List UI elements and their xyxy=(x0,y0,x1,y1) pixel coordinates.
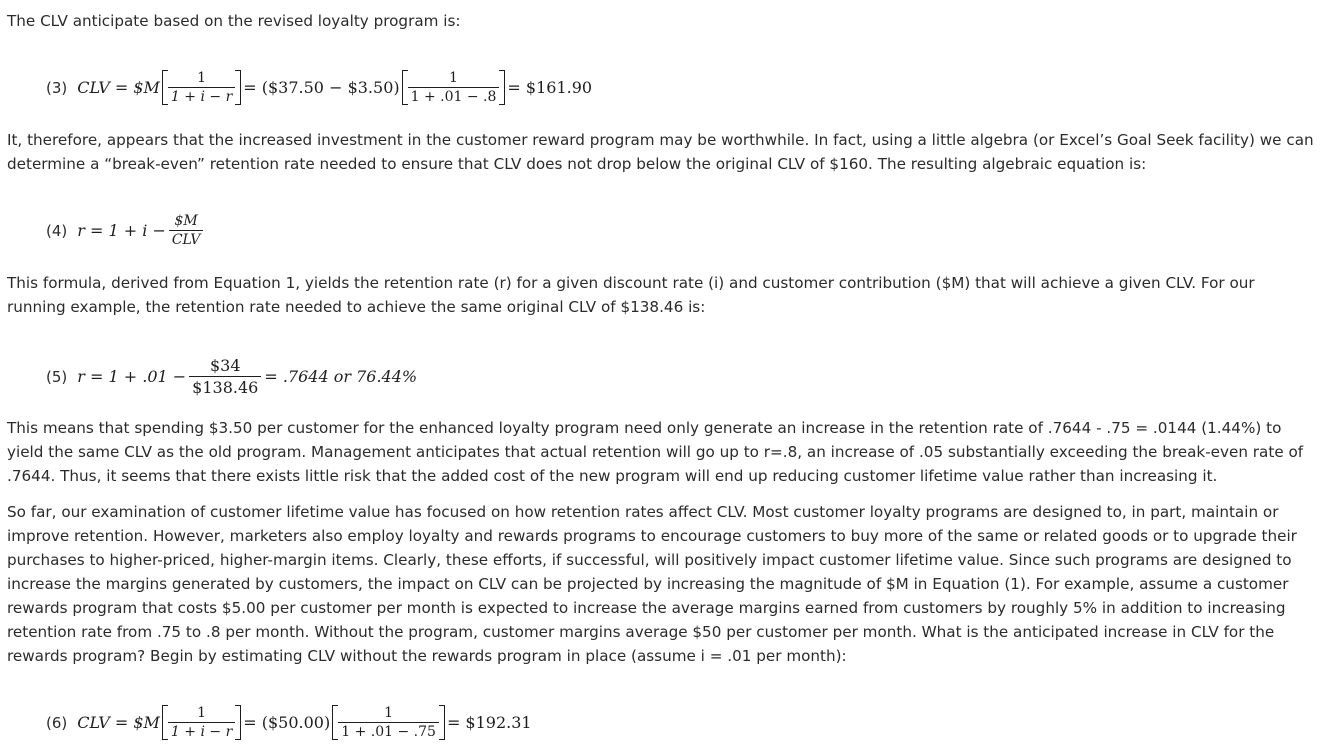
fraction-denominator: 1 + .01 − .8 xyxy=(408,87,500,105)
formula-paragraph: This formula, derived from Equation 1, yields the retention rate (r) for a given discount rate (i) and customer contribution ($M) that will achieve a given CLV. For our running example, the retention rate needed to achieve the same original CLV of $138.46 is: xyxy=(7,274,1255,316)
equation-5 xyxy=(46,356,417,397)
fraction-denominator: 1 + .01 − .75 xyxy=(338,722,439,740)
equation-middle: = ($37.50 − $3.50) xyxy=(243,78,400,97)
fraction-numerator: $M xyxy=(174,213,198,229)
fraction-denominator: 1 + i − r xyxy=(168,722,235,740)
fraction-denominator: CLV xyxy=(169,230,203,248)
fraction-numerator: 1 xyxy=(449,70,458,86)
equation-result: = $192.31 xyxy=(446,713,532,732)
intro-paragraph: The CLV anticipate based on the revised loyalty program is: xyxy=(7,12,461,30)
equation-number: (6) xyxy=(46,713,68,732)
equation-3 xyxy=(46,70,592,105)
fraction-denominator: 1 + i − r xyxy=(168,87,235,105)
equation-number: (4) xyxy=(46,221,68,240)
equation-lhs: CLV = $M xyxy=(77,713,160,732)
bracketed-fraction xyxy=(162,705,241,740)
equation-lhs: r = 1 + .01 − xyxy=(77,367,187,386)
bracketed-fraction xyxy=(402,70,506,105)
equation-6 xyxy=(46,705,532,740)
examination-paragraph: So far, our examination of customer lifetime value has focused on how retention rates affect CLV. Most customer loyalty programs are designed to, in part, maintain or improve retention. However, marketers also employ loyalty and rewards programs to encourage customers to buy more of the same or related goods or to upgrade their purchases to higher-priced, higher-margin items. Clearly, these efforts, if successful, will positively impact customer lifetime value. Since such programs are designed to increase the margins generated by customers, the impact on CLV can be projected by increasing the magnitude of $M in Equation (1). For example, assume a customer rewards program that costs $5.00 per customer per month is expected to increase the average margins earned from customers by roughly 5% in addition to increasing retention rate from .75 to .8 per month. Without the program, customer margins average $50 per customer per month. What is the anticipated increase in CLV for the rewards program? Begin by estimating CLV without the rewards program in place (assume i = .01 per month): xyxy=(7,503,1297,665)
equation-result: = .7644 or 76.44% xyxy=(264,367,418,386)
fraction-denominator: $138.46 xyxy=(189,376,261,397)
equation-lhs: r = 1 + i − xyxy=(77,221,166,240)
equation-number: (5) xyxy=(46,367,68,386)
bracketed-fraction xyxy=(332,705,445,740)
fraction-numerator: 1 xyxy=(197,705,207,721)
equation-number: (3) xyxy=(46,78,68,97)
equation-middle: = ($50.00) xyxy=(243,713,331,732)
spending-paragraph: This means that spending $3.50 per customer for the enhanced loyalty program need only generate an increase in the retention rate of .7644 - .75 = .0144 (1.44%) to yield the same CLV as the old program. Management anticipates that actual retention will go up to r=.8, an increase of .05 substantially exceeding the break-even rate of .7644. Thus, it seems that there exists little risk that the added cost of the new program will end up reducing customer lifetime value rather than increasing it. xyxy=(7,419,1304,485)
bracketed-fraction xyxy=(162,70,241,105)
fraction-numerator: $34 xyxy=(209,356,241,375)
equation-lhs: CLV = $M xyxy=(77,78,160,97)
equation-4 xyxy=(46,213,206,248)
equation-result: = $161.90 xyxy=(507,78,593,97)
fraction-numerator: 1 xyxy=(384,705,394,721)
break-even-paragraph: It, therefore, appears that the increased investment in the customer reward program may be worthwhile. In fact, using a little algebra (or Excel’s Goal Seek facility) we can determine a “break-even” retention rate needed to ensure that CLV does not drop below the original CLV of $160. The resulting algebraic equation is: xyxy=(7,131,1314,173)
fraction-numerator: 1 xyxy=(197,70,207,86)
